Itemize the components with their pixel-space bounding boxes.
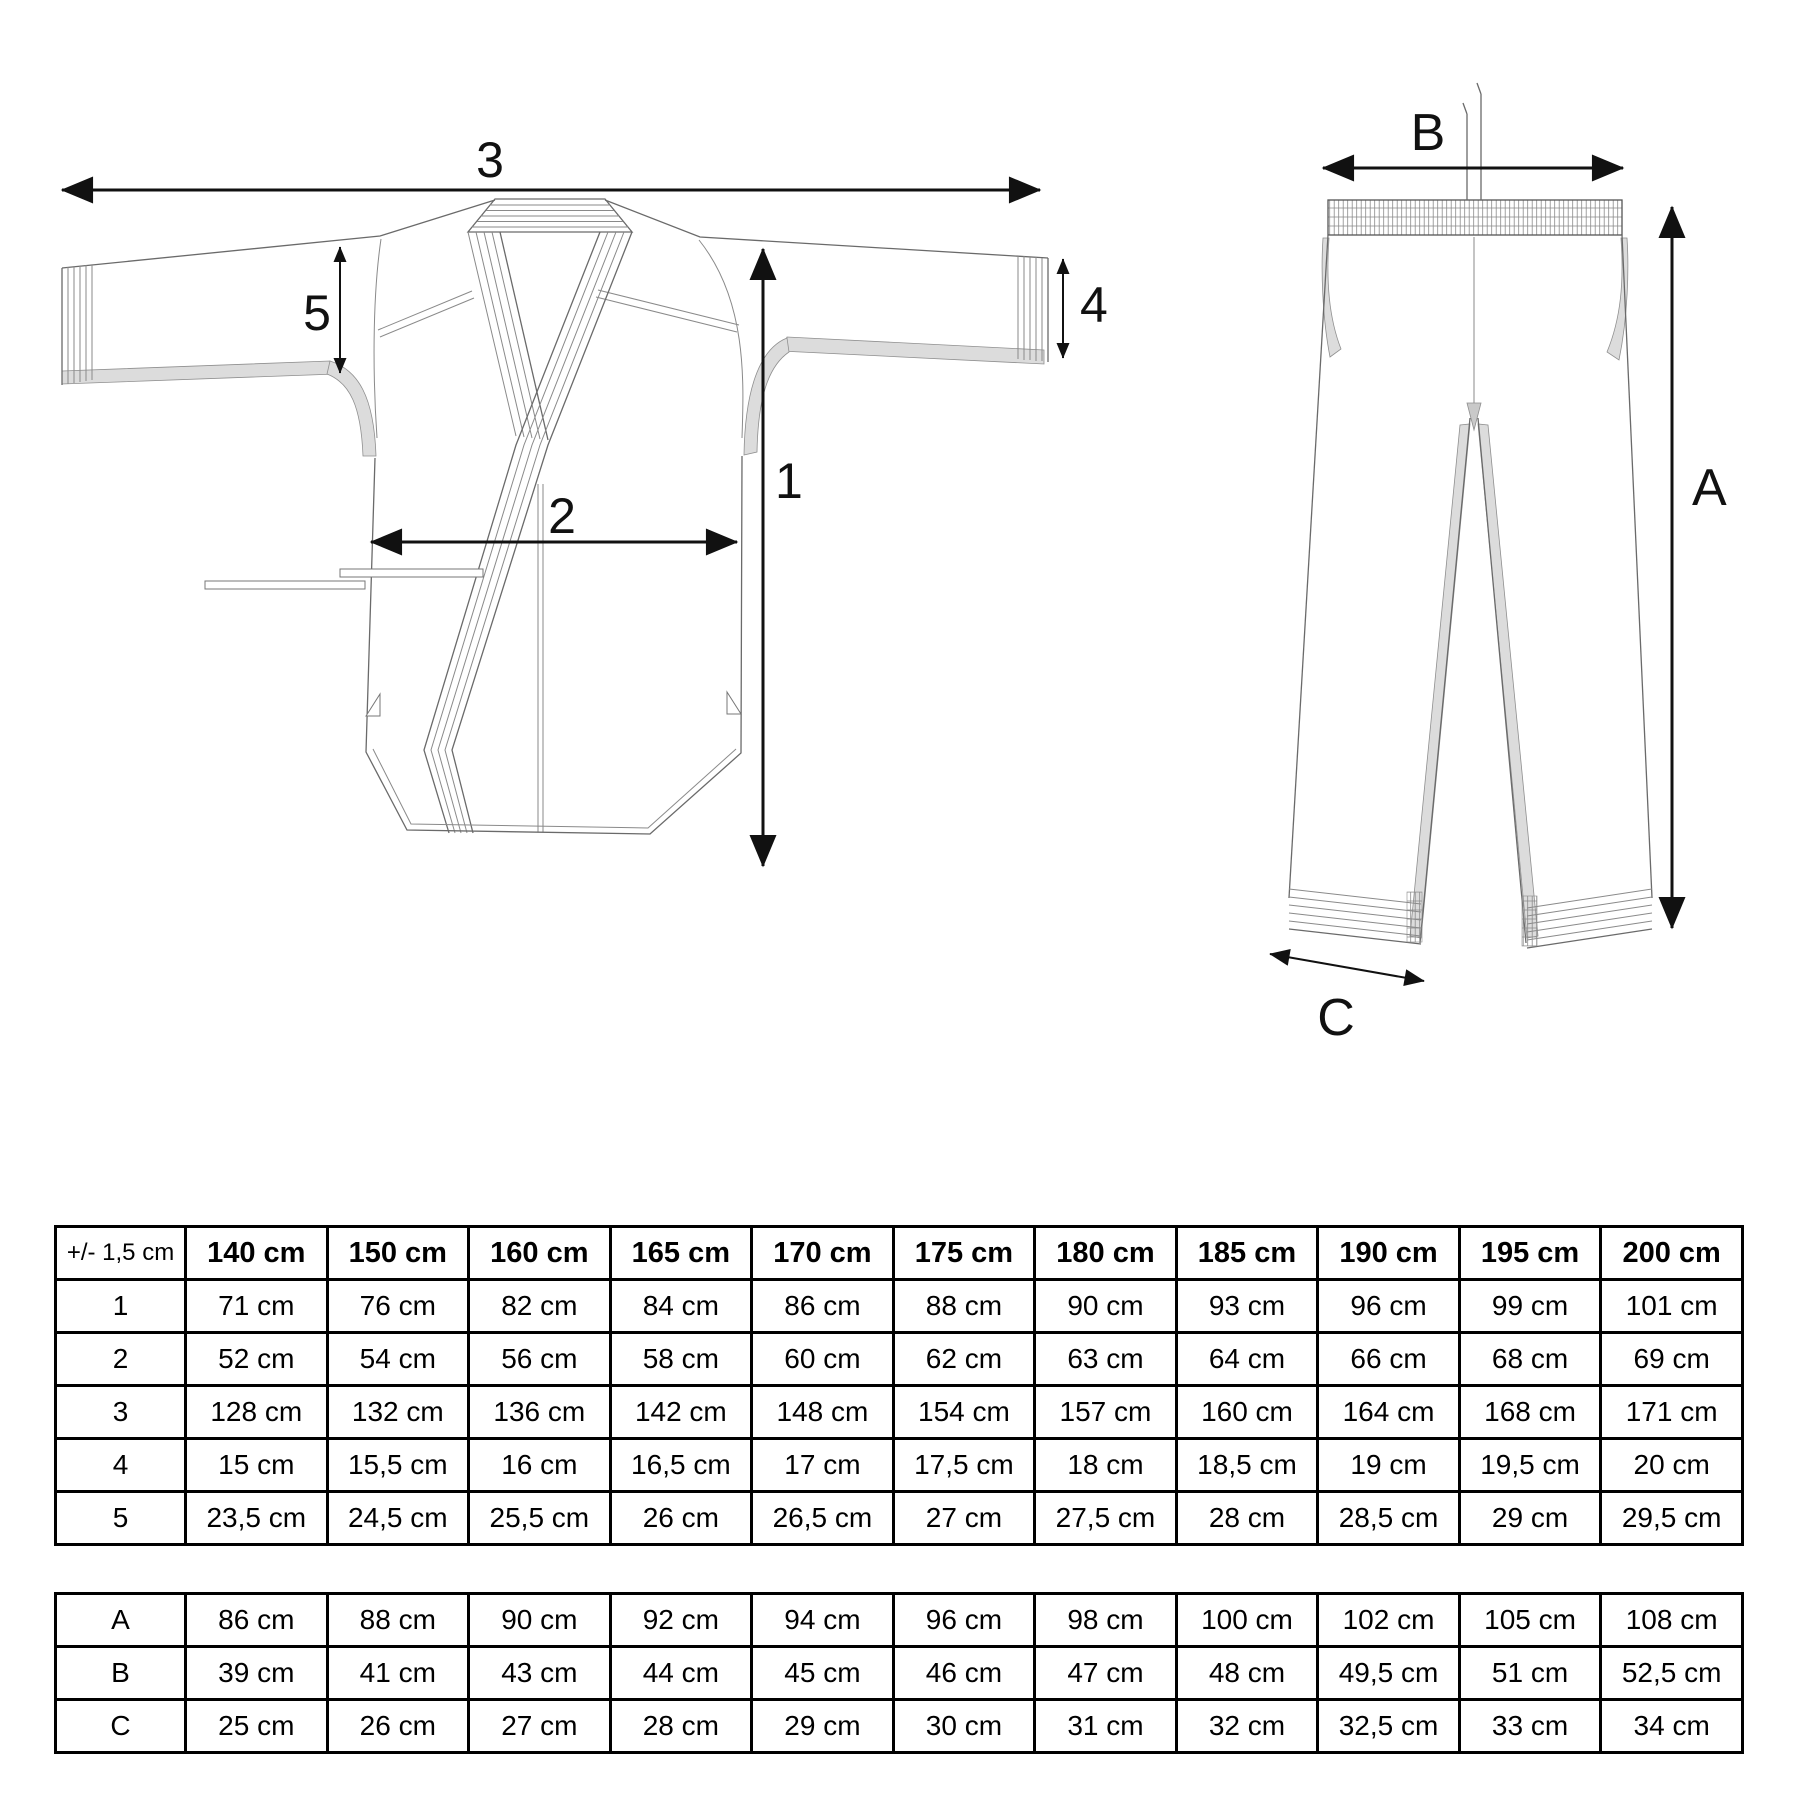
row-label-cell: B	[56, 1647, 186, 1700]
value-cell: 51 cm	[1459, 1647, 1601, 1700]
value-cell: 99 cm	[1459, 1280, 1601, 1333]
right-lapel-band	[424, 232, 632, 833]
value-cell: 56 cm	[469, 1333, 611, 1386]
value-cell: 132 cm	[327, 1386, 469, 1439]
right-inner-seam-shading	[1478, 424, 1538, 938]
value-cell: 68 cm	[1459, 1333, 1601, 1386]
value-cell: 88 cm	[893, 1280, 1035, 1333]
row-label-cell: 2	[56, 1333, 186, 1386]
left-sleeve-seam	[374, 239, 381, 438]
value-cell: 64 cm	[1176, 1333, 1318, 1386]
value-cell: 15,5 cm	[327, 1439, 469, 1492]
value-cell: 45 cm	[752, 1647, 894, 1700]
value-cell: 33 cm	[1459, 1700, 1601, 1753]
value-cell: 18,5 cm	[1176, 1439, 1318, 1492]
value-cell: 154 cm	[893, 1386, 1035, 1439]
jacket-measurements-table	[54, 1225, 1744, 1546]
right-yoke-seam	[596, 290, 739, 332]
value-cell: 160 cm	[1176, 1386, 1318, 1439]
table-row	[56, 1492, 1743, 1545]
value-cell: 88 cm	[327, 1594, 469, 1647]
value-cell: 17 cm	[752, 1439, 894, 1492]
value-cell: 25 cm	[186, 1700, 328, 1753]
leg-cuff-label: C	[1317, 989, 1355, 1047]
value-cell: 92 cm	[610, 1594, 752, 1647]
left-sleeve-seam-shading	[62, 361, 336, 384]
span-label: 3	[476, 132, 504, 188]
value-cell: 47 cm	[1035, 1647, 1177, 1700]
value-cell: 43 cm	[469, 1647, 611, 1700]
value-cell: 39 cm	[186, 1647, 328, 1700]
value-cell: 26,5 cm	[752, 1492, 894, 1545]
value-cell: 90 cm	[1035, 1280, 1177, 1333]
value-cell: 148 cm	[752, 1386, 894, 1439]
value-cell: 66 cm	[1318, 1333, 1460, 1386]
size-header-cell: 170 cm	[752, 1227, 894, 1280]
size-header-cell: 140 cm	[186, 1227, 328, 1280]
collar-band	[468, 199, 632, 232]
value-cell: 23,5 cm	[186, 1492, 328, 1545]
value-cell: 28 cm	[610, 1700, 752, 1753]
value-cell: 98 cm	[1035, 1594, 1177, 1647]
value-cell: 34 cm	[1601, 1700, 1743, 1753]
row-label-cell: 1	[56, 1280, 186, 1333]
value-cell: 86 cm	[186, 1594, 328, 1647]
value-cell: 58 cm	[610, 1333, 752, 1386]
value-cell: 29,5 cm	[1601, 1492, 1743, 1545]
value-cell: 19 cm	[1318, 1439, 1460, 1492]
value-cell: 28,5 cm	[1318, 1492, 1460, 1545]
value-cell: 27 cm	[469, 1700, 611, 1753]
value-cell: 96 cm	[1318, 1280, 1460, 1333]
value-cell: 168 cm	[1459, 1386, 1601, 1439]
value-cell: 86 cm	[752, 1280, 894, 1333]
value-cell: 15 cm	[186, 1439, 328, 1492]
value-cell: 48 cm	[1176, 1647, 1318, 1700]
value-cell: 27 cm	[893, 1492, 1035, 1545]
value-cell: 19,5 cm	[1459, 1439, 1601, 1492]
row-label-cell: 4	[56, 1439, 186, 1492]
right-sleeve-seam-shading	[781, 337, 1044, 364]
value-cell: 102 cm	[1318, 1594, 1460, 1647]
right-vent-notch	[727, 692, 741, 714]
dimension-arrow-cuff-width	[1063, 259, 1108, 358]
size-header-cell: 180 cm	[1035, 1227, 1177, 1280]
pants-length-label: A	[1692, 459, 1727, 517]
row-label-cell: C	[56, 1700, 186, 1753]
value-cell: 52,5 cm	[1601, 1647, 1743, 1700]
dimension-arrow-chest	[371, 488, 737, 544]
right-shoulder-line	[605, 200, 1048, 258]
value-cell: 60 cm	[752, 1333, 894, 1386]
elastic-waistband	[1328, 200, 1622, 235]
value-cell: 27,5 cm	[1035, 1492, 1177, 1545]
value-cell: 100 cm	[1176, 1594, 1318, 1647]
size-header-cell: 175 cm	[893, 1227, 1035, 1280]
left-inner-seam-shading	[1410, 424, 1470, 938]
value-cell: 90 cm	[469, 1594, 611, 1647]
jacket-drawing	[62, 132, 1108, 866]
size-header-cell: 195 cm	[1459, 1227, 1601, 1280]
value-cell: 94 cm	[752, 1594, 894, 1647]
value-cell: 76 cm	[327, 1280, 469, 1333]
value-cell: 142 cm	[610, 1386, 752, 1439]
table-row	[56, 1700, 1743, 1753]
value-cell: 52 cm	[186, 1333, 328, 1386]
dimension-arrow-leg-cuff	[1270, 954, 1424, 1047]
value-cell: 82 cm	[469, 1280, 611, 1333]
left-leg-cuff-stitching	[1289, 889, 1422, 944]
value-cell: 20 cm	[1601, 1439, 1743, 1492]
value-cell: 31 cm	[1035, 1700, 1177, 1753]
size-header-row	[56, 1227, 1743, 1280]
cuff-width-label: 4	[1080, 277, 1108, 333]
value-cell: 49,5 cm	[1318, 1647, 1460, 1700]
dimension-arrow-pants-length	[1672, 207, 1727, 928]
value-cell: 71 cm	[186, 1280, 328, 1333]
value-cell: 16 cm	[469, 1439, 611, 1492]
size-header-cell: 160 cm	[469, 1227, 611, 1280]
row-label-cell: A	[56, 1594, 186, 1647]
left-lapel-band	[468, 232, 548, 440]
value-cell: 32,5 cm	[1318, 1700, 1460, 1753]
pants-left-edge	[1289, 235, 1328, 898]
pants-drawing	[1270, 83, 1727, 1047]
chest-label: 2	[548, 488, 576, 544]
dimension-arrow-span	[62, 132, 1040, 190]
value-cell: 18 cm	[1035, 1439, 1177, 1492]
value-cell: 24,5 cm	[327, 1492, 469, 1545]
size-header-cell: 190 cm	[1318, 1227, 1460, 1280]
right-sleeve-seam	[699, 240, 743, 438]
waist-label: B	[1410, 104, 1446, 162]
value-cell: 28 cm	[1176, 1492, 1318, 1545]
value-cell: 16,5 cm	[610, 1439, 752, 1492]
size-header-cell: 150 cm	[327, 1227, 469, 1280]
size-header-cell: 200 cm	[1601, 1227, 1743, 1280]
left-yoke-seam	[378, 291, 474, 337]
dimension-arrow-waist	[1323, 104, 1623, 168]
tolerance-cell: +/- 1,5 cm	[56, 1227, 186, 1280]
value-cell: 26 cm	[610, 1492, 752, 1545]
row-label-cell: 5	[56, 1492, 186, 1545]
value-cell: 69 cm	[1601, 1333, 1743, 1386]
value-cell: 17,5 cm	[893, 1439, 1035, 1492]
value-cell: 108 cm	[1601, 1594, 1743, 1647]
table-row	[56, 1439, 1743, 1492]
table-row	[56, 1333, 1743, 1386]
value-cell: 84 cm	[610, 1280, 752, 1333]
row-label-cell: 3	[56, 1386, 186, 1439]
table-row	[56, 1647, 1743, 1700]
left-shoulder-line	[62, 200, 495, 268]
left-armpit-shading	[327, 361, 376, 456]
value-cell: 25,5 cm	[469, 1492, 611, 1545]
value-cell: 62 cm	[893, 1333, 1035, 1386]
value-cell: 93 cm	[1176, 1280, 1318, 1333]
drawstrings	[1463, 83, 1481, 200]
value-cell: 54 cm	[327, 1333, 469, 1386]
size-header-cell: 165 cm	[610, 1227, 752, 1280]
shoulder-label: 5	[303, 285, 331, 341]
pants-measurements-table	[54, 1592, 1744, 1754]
value-cell: 157 cm	[1035, 1386, 1177, 1439]
table-row	[56, 1594, 1743, 1647]
value-cell: 44 cm	[610, 1647, 752, 1700]
pants-right-edge	[1622, 235, 1652, 898]
left-cuff-stitching	[62, 265, 92, 385]
right-leg-cuff-stitching	[1522, 889, 1652, 948]
dimension-arrow-shoulder	[303, 247, 340, 373]
value-cell: 29 cm	[1459, 1492, 1601, 1545]
right-cuff-stitching	[1018, 256, 1048, 362]
value-cell: 164 cm	[1318, 1386, 1460, 1439]
right-armpit-shading	[744, 338, 789, 455]
value-cell: 29 cm	[752, 1700, 894, 1753]
belt-tie-upper	[340, 569, 483, 577]
right-inner-edge	[1478, 418, 1526, 943]
value-cell: 30 cm	[893, 1700, 1035, 1753]
value-cell: 32 cm	[1176, 1700, 1318, 1753]
value-cell: 96 cm	[893, 1594, 1035, 1647]
table-row	[56, 1386, 1743, 1439]
length-label: 1	[775, 453, 803, 509]
table-row	[56, 1280, 1743, 1333]
left-inner-edge	[1420, 418, 1470, 943]
value-cell: 171 cm	[1601, 1386, 1743, 1439]
value-cell: 105 cm	[1459, 1594, 1601, 1647]
belt-tie-lower	[205, 581, 365, 589]
front-panel-edge	[538, 484, 543, 832]
value-cell: 26 cm	[327, 1700, 469, 1753]
value-cell: 136 cm	[469, 1386, 611, 1439]
value-cell: 128 cm	[186, 1386, 328, 1439]
size-header-cell: 185 cm	[1176, 1227, 1318, 1280]
value-cell: 63 cm	[1035, 1333, 1177, 1386]
value-cell: 46 cm	[893, 1647, 1035, 1700]
value-cell: 41 cm	[327, 1647, 469, 1700]
value-cell: 101 cm	[1601, 1280, 1743, 1333]
